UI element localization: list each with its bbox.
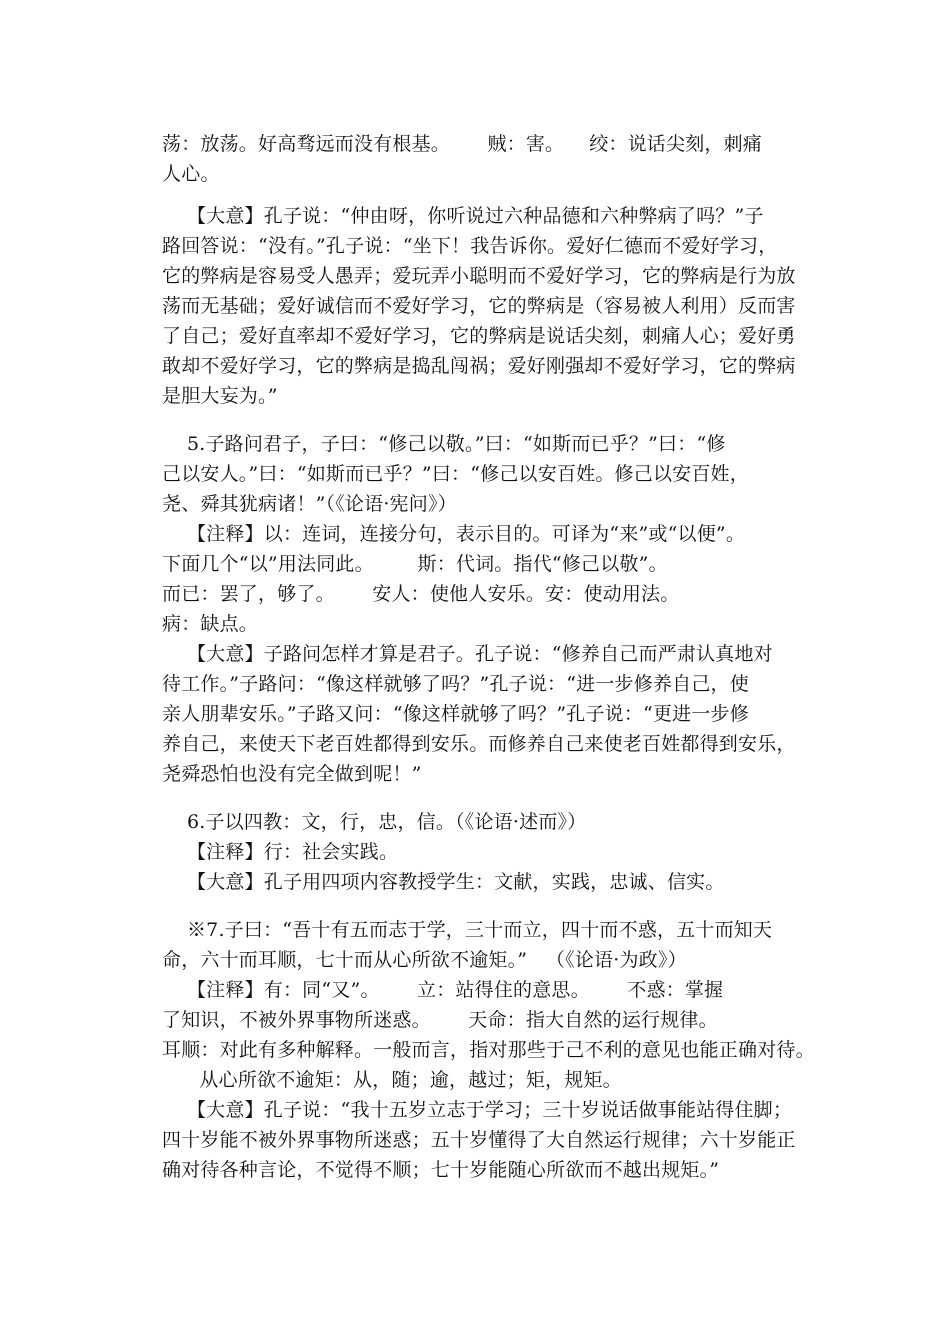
- text-line: 它的弊病是容易受人愚弄；爱玩弄小聪明而不爱好学习，它的弊病是行为放: [162, 265, 796, 287]
- text-line: 【大意】孔子说：“仲由呀，你听说过六种品德和六种弊病了吗？”子: [162, 205, 764, 227]
- text-line: 尧、舜其犹病诸！”（《论语·宪问》）: [162, 493, 457, 515]
- text-line: 荡：放荡。好高骛远而没有根基。 贼：害。 绞：说话尖刻，刺痛: [162, 133, 762, 155]
- text-line: 己以安人。”曰：“如斯而已乎？”曰：“修己以安百姓。修己以安百姓，: [162, 463, 749, 485]
- text-line: 下面几个“以”用法同此。 斯：代词。指代“修己以敬”。: [162, 553, 668, 575]
- text-line: 了知识，不被外界事物所迷惑。 天命：指大自然的运行规律。: [162, 1009, 718, 1031]
- text-line: 确对待各种言论，不觉得不顺；七十岁能随心所欲而不越出规矩。”: [162, 1159, 720, 1181]
- text-line: 耳顺：对此有多种解释。一般而言，指对那些于己不利的意见也能正确对待。: [162, 1039, 815, 1061]
- text-line: 亲人朋辈安乐。”子路又问：“像这样就够了吗？”孔子说：“更进一步修: [162, 703, 749, 725]
- text-line: 【大意】子路问怎样才算是君子。孔子说：“修养自己而严肃认真地对: [162, 643, 773, 665]
- text-line: 尧舜恐怕也没有完全做到呢！”: [162, 763, 422, 785]
- text-line: 路回答说：“没有。”孔子说：“坐下！我告诉你。爱好仁德而不爱好学习，: [162, 235, 778, 257]
- text-line: 养自己，来使天下老百姓都得到安乐。而修养自己来使老百姓都得到安乐，: [162, 733, 796, 755]
- text-line: 【注释】有：同“又”。 立：站得住的意思。 不惑：掌握: [162, 979, 724, 1001]
- text-line: 荡而无基础；爱好诚信而不爱好学习，它的弊病是（容易被人利用）反而害: [162, 295, 796, 317]
- text-line: 【大意】孔子说：“我十五岁立志于学习；三十岁说话做事能站得住脚；: [162, 1099, 793, 1121]
- text-line: ※7.子曰：“吾十有五而志于学，三十而立，四十而不惑，五十而知天: [162, 919, 773, 941]
- text-line: 从心所欲不逾矩：从，随；逾，越过；矩，规矩。: [162, 1069, 622, 1091]
- text-line: 而已：罢了，够了。 安人：使他人安乐。安：使动用法。: [162, 583, 680, 605]
- text-line: 5.子路问君子，子曰：“修己以敬。”曰：“如斯而已乎？”曰：“修: [162, 433, 726, 455]
- text-line: 待工作。”子路问：“像这样就够了吗？”孔子说：“进一步修养自己，使: [162, 673, 749, 695]
- text-line: 敢却不爱好学习，它的弊病是捣乱闯祸；爱好刚强却不爱好学习，它的弊病: [162, 355, 796, 377]
- text-line: 【大意】孔子用四项内容教授学生：文献，实践，忠诚、信实。: [162, 871, 725, 893]
- text-line: 病：缺点。: [162, 613, 259, 635]
- text-line: 命，六十而耳顺，七十而从心所欲不逾矩。” （《论语·为政》）: [162, 949, 687, 971]
- text-line: 四十岁能不被外界事物所迷惑；五十岁懂得了大自然运行规律；六十岁能正: [162, 1129, 796, 1151]
- text-line: 【注释】以：连词，连接分句，表示目的。可译为“来”或“以便”。: [162, 523, 746, 545]
- text-line: 了自己；爱好直率却不爱好学习，它的弊病是说话尖刻，刺痛人心；爱好勇: [162, 325, 796, 347]
- text-line: 【注释】行：社会实践。: [162, 841, 399, 863]
- text-line: 6.子以四教：文，行，忠，信。（《论语·述而》）: [162, 811, 587, 833]
- text-line: 是胆大妄为。”: [162, 385, 278, 407]
- text-line: 人心。: [162, 163, 220, 185]
